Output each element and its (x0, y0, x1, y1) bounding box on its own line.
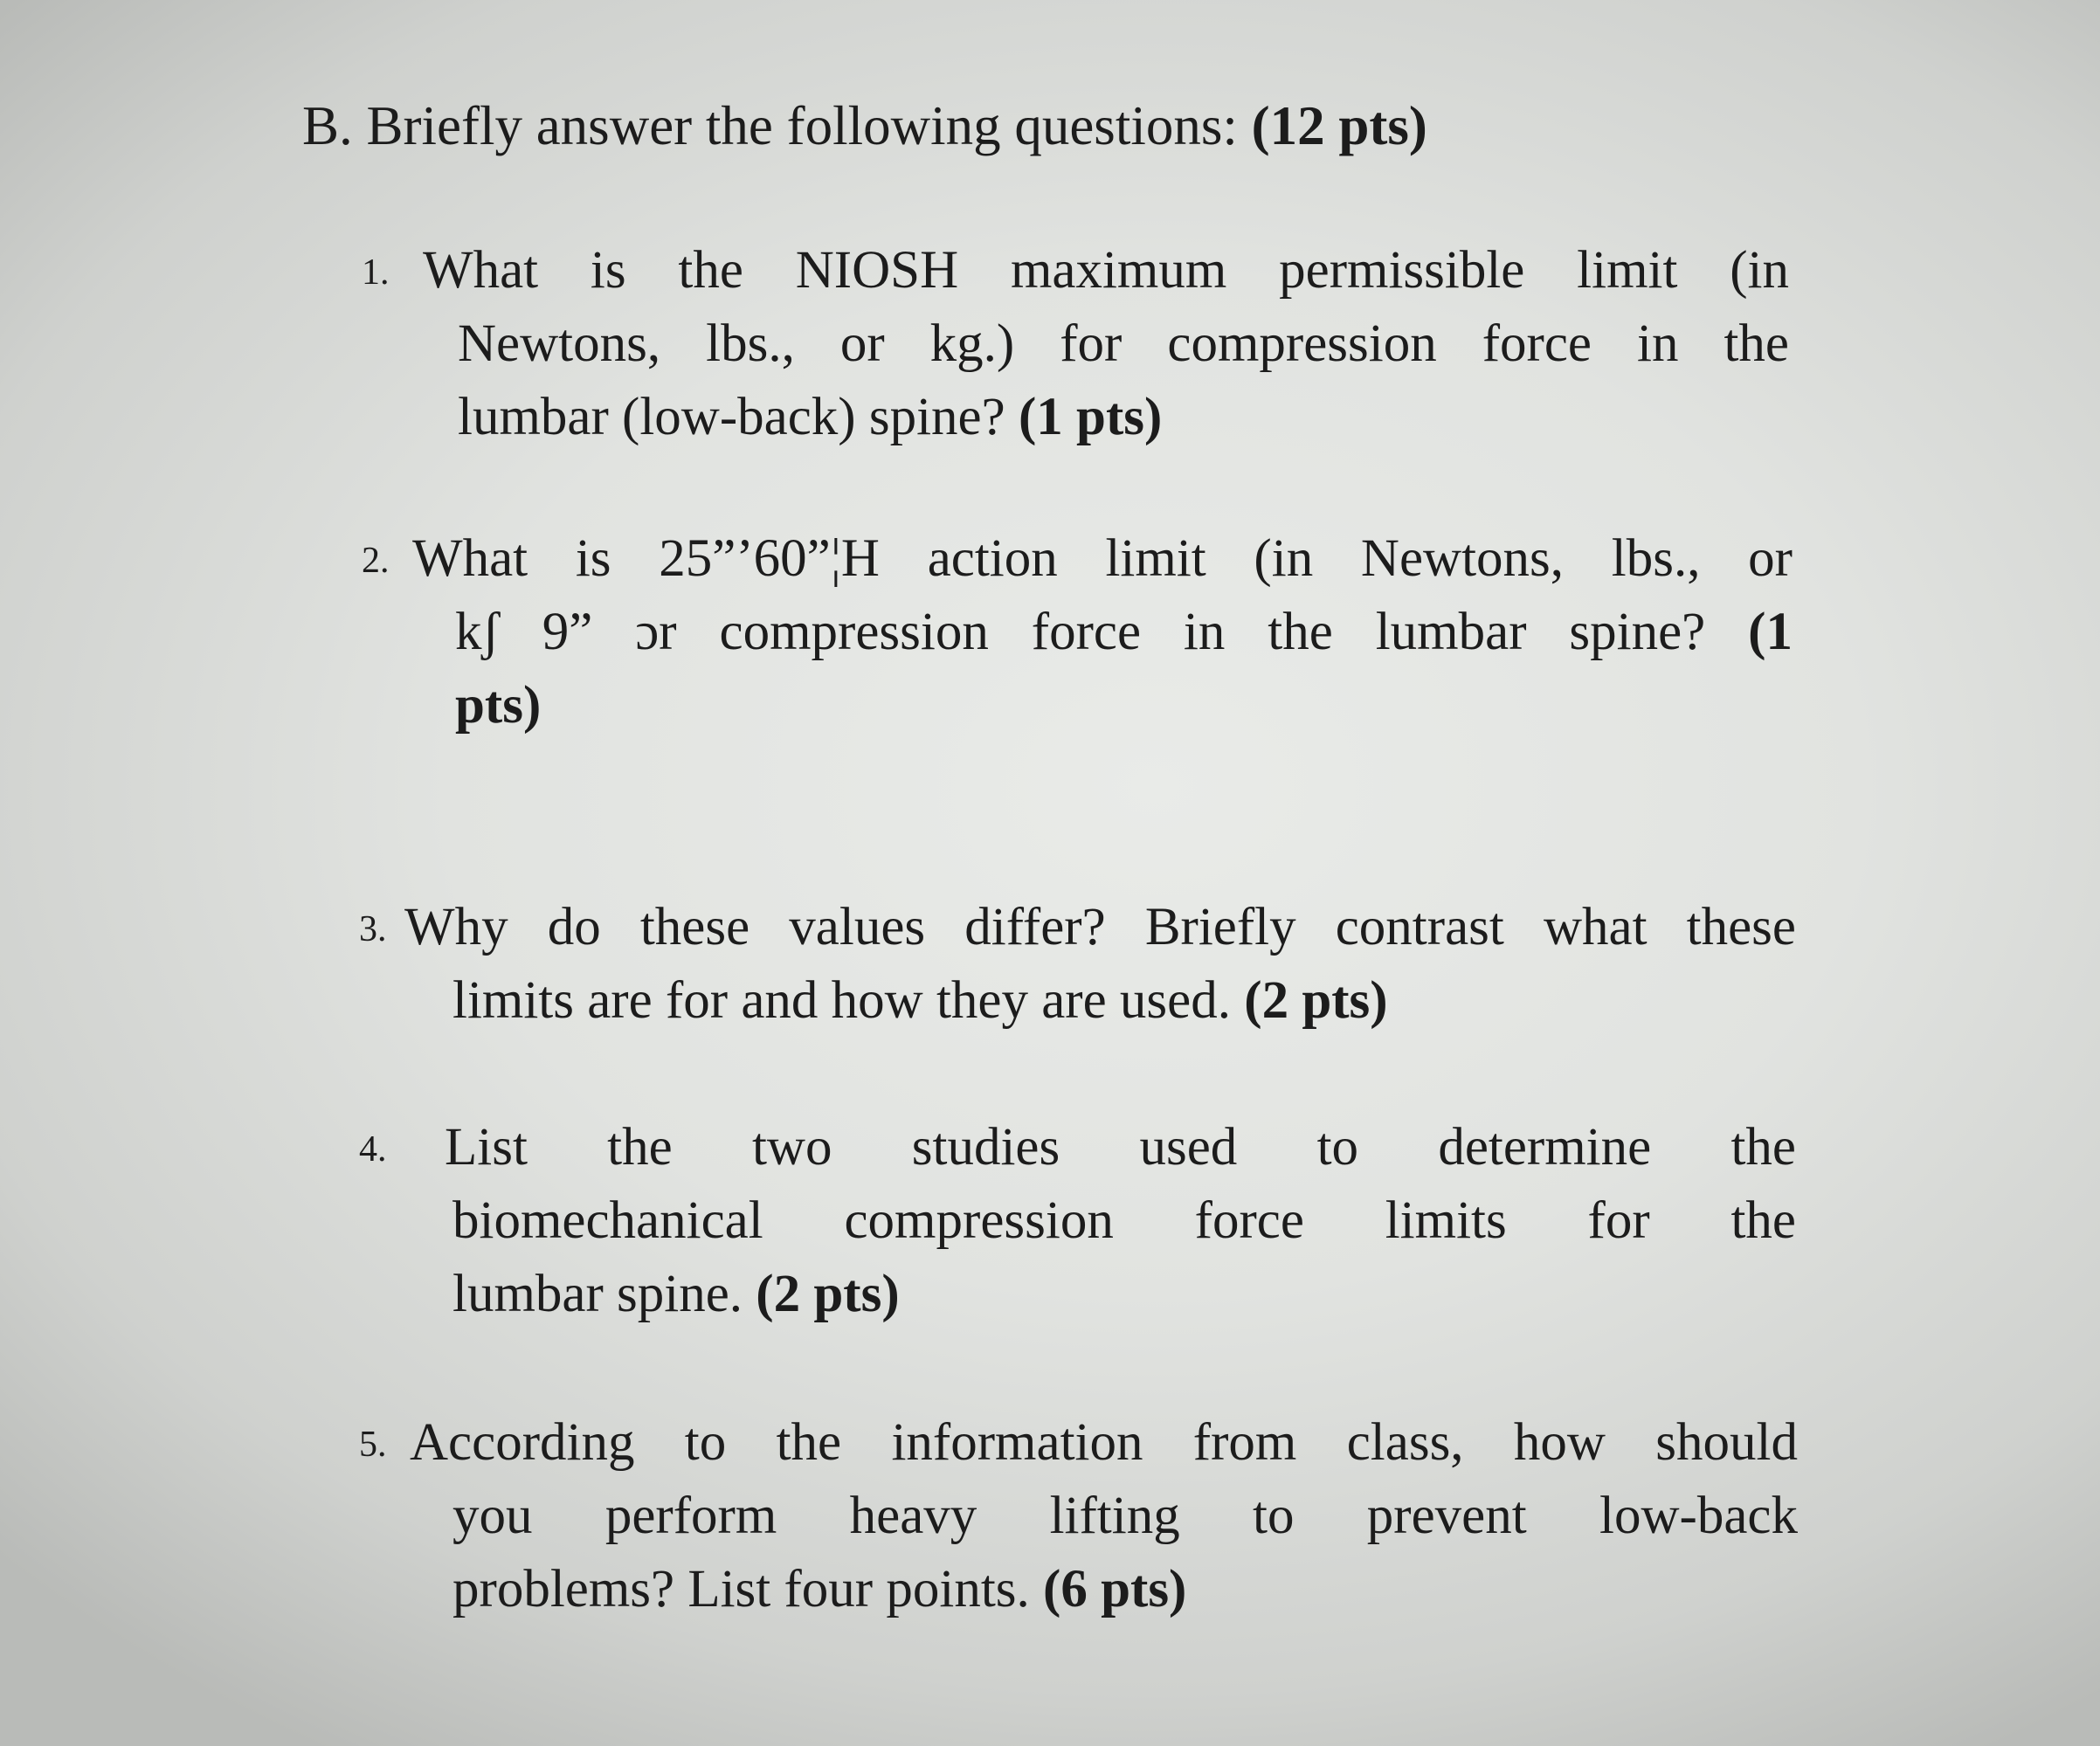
points-label: (1 (1748, 603, 1793, 661)
question-text-line (410, 1406, 1798, 1480)
question-number: 5. (359, 1425, 387, 1465)
question-number: 2. (362, 541, 390, 581)
question-text: What is 25”ʼ60”¦H action limit (in Newtons, lbs., or (412, 529, 1793, 588)
heading-text: B. Briefly answer the following questions: (302, 95, 1252, 156)
question-text-line (452, 1184, 1796, 1258)
question-text-line (452, 964, 1388, 1038)
question-text: biomechanical compression force limits for the (452, 1191, 1796, 1250)
section-heading (302, 94, 1427, 158)
question-text: Newtons, lbs., or kg.) for compression force in the (458, 314, 1789, 373)
question-text-line (452, 1480, 1798, 1553)
points-label: (1 pts) (1018, 388, 1163, 446)
points-label: (2 pts) (1244, 971, 1388, 1030)
question-number: 4. (359, 1129, 387, 1170)
question-text-line (404, 891, 1796, 964)
question-text: kʃ 9” ɔr compression force in the lumbar spine? (455, 603, 1749, 661)
question-text: What is the NIOSH maximum permissible limit (in (423, 241, 1789, 300)
question-text: you perform heavy lifting to prevent low-back (452, 1487, 1798, 1545)
question-text-line (423, 234, 1789, 307)
question-text-line (455, 669, 541, 742)
question-text: limits are for and how they are used. (452, 971, 1245, 1030)
question-text-line (452, 1258, 900, 1331)
question-text: lumbar spine. (452, 1265, 756, 1323)
question-number: 3. (359, 909, 387, 949)
question-text: lumbar (low-back) spine? (458, 388, 1019, 446)
question-text-line (452, 1553, 1186, 1626)
points-label: (2 pts) (756, 1265, 900, 1323)
question-text-line (458, 307, 1789, 381)
points-label: (6 pts) (1043, 1560, 1187, 1618)
question-text-line (445, 1111, 1796, 1184)
question-number: 1. (362, 252, 390, 293)
question-text-line (455, 596, 1793, 669)
question-text: Why do these values differ? Briefly contrast what these (404, 898, 1796, 956)
points-label: pts) (455, 676, 542, 735)
question-text-line (412, 522, 1793, 596)
question-text: List the two studies used to determine the (445, 1118, 1796, 1177)
question-text-line (458, 381, 1162, 454)
question-text: According to the information from class, how should (410, 1413, 1798, 1472)
heading-points: (12 pts) (1251, 95, 1427, 156)
question-text: problems? List four points. (452, 1560, 1044, 1618)
